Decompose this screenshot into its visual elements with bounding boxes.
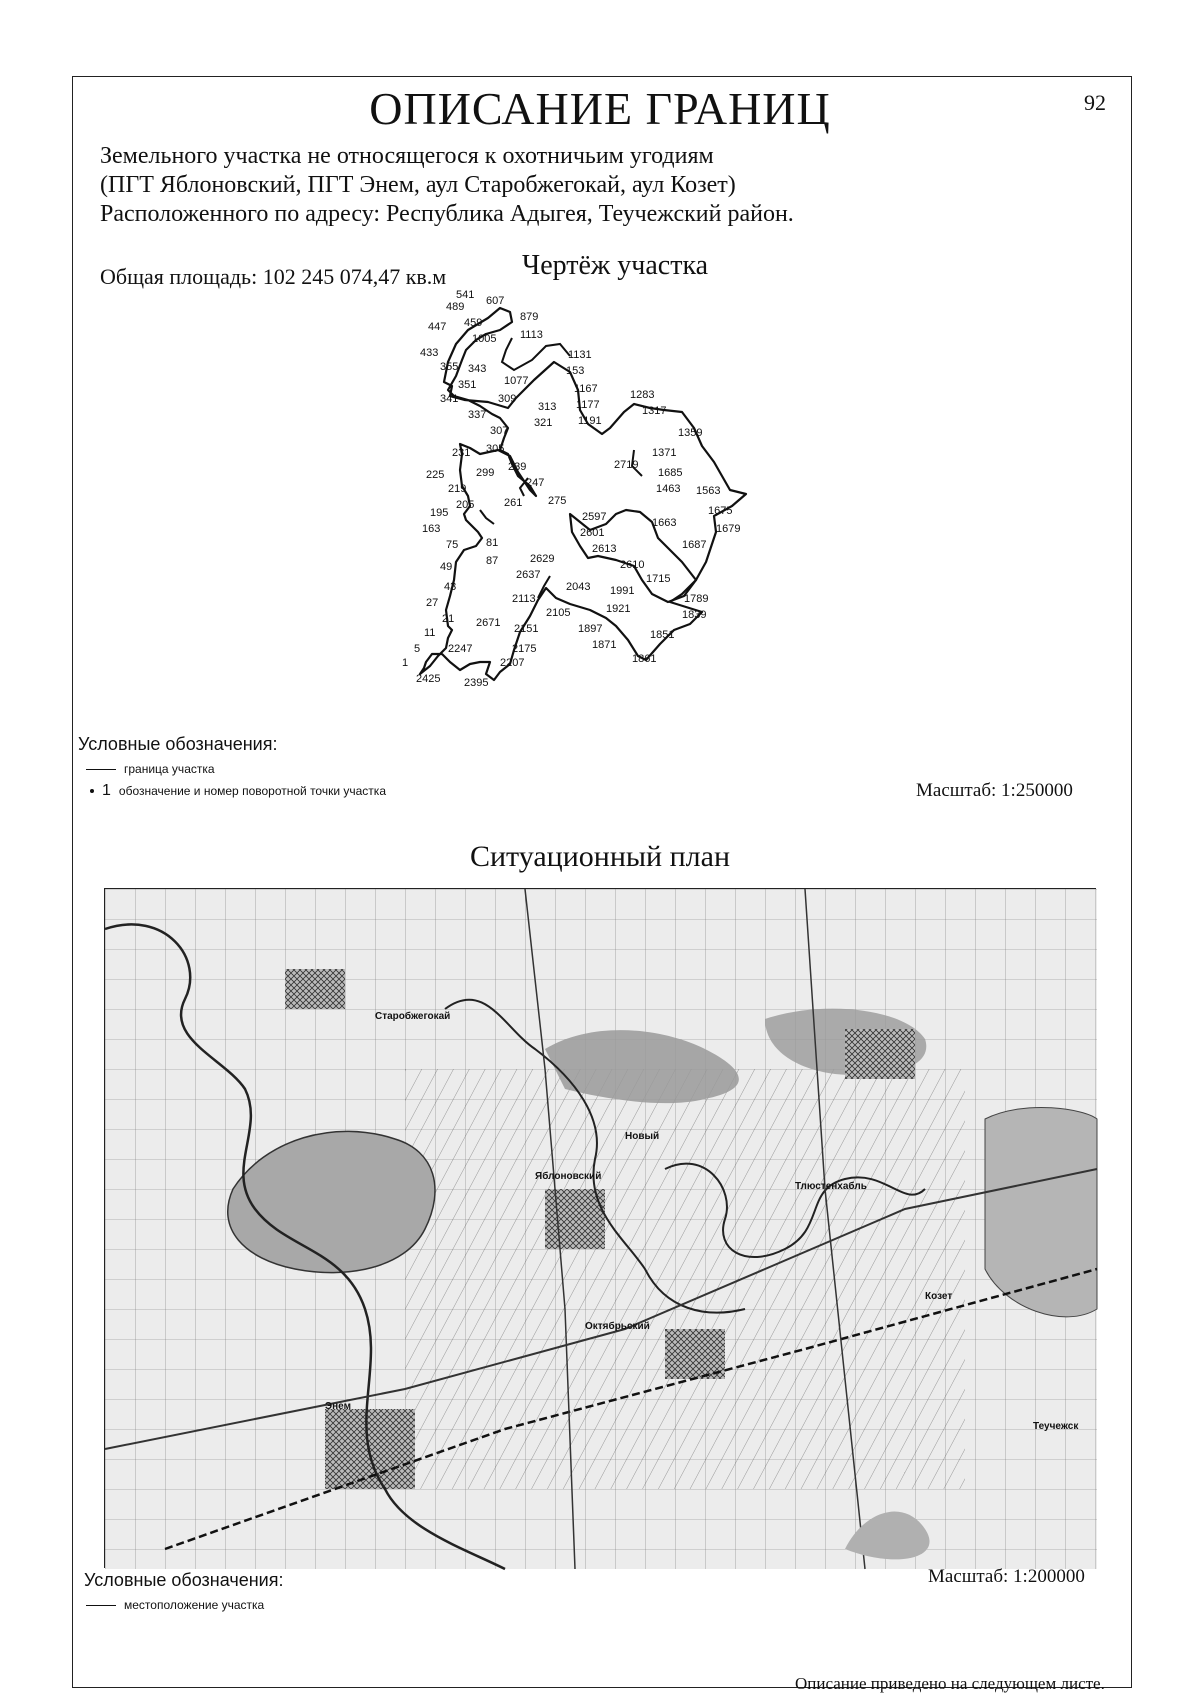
point-label: 343 — [468, 363, 487, 375]
point-label: 81 — [486, 537, 499, 549]
legend-boundary — [86, 762, 215, 776]
map-label: Октябрьский — [585, 1321, 650, 1332]
point-label: 87 — [486, 555, 499, 567]
map-label: Козет — [925, 1291, 953, 1302]
point-label: 1685 — [658, 467, 683, 479]
plan-legend-title: Условные обозначения: — [84, 1570, 284, 1590]
page-title: ОПИСАНИЕ ГРАНИЦ — [369, 83, 831, 134]
page-number: 92 — [1084, 90, 1106, 115]
point-label: 195 — [430, 507, 449, 519]
drawing-scale: Масштаб: 1:250000 — [916, 780, 1073, 801]
point-label: 11 — [424, 627, 436, 639]
plan-scale: Масштаб: 1:200000 — [928, 1566, 1085, 1587]
point-label: 21 — [442, 613, 455, 625]
footer-note: Описание приведено на следующем листе. — [795, 1674, 1105, 1693]
point-label: 27 — [426, 597, 439, 609]
point-label: 1177 — [576, 399, 600, 411]
town-block — [845, 1029, 915, 1079]
point-label: 1113 — [520, 329, 543, 341]
point-label: 75 — [446, 539, 459, 551]
total-area: Общая площадь: 102 245 074,47 кв.м — [100, 264, 447, 289]
map-label: Тлюстенхабль — [795, 1181, 867, 1192]
legend-location-label: местоположение участка — [124, 1598, 265, 1612]
point-label: 607 — [486, 295, 505, 307]
point-label: 1283 — [630, 389, 655, 401]
point-label: 459 — [464, 317, 483, 329]
point-label: 2425 — [416, 673, 441, 685]
point-label: 1005 — [472, 333, 497, 345]
drawing-legend-title: Условные обозначения: — [78, 734, 278, 754]
point-label: 2601 — [580, 527, 605, 539]
legend-boundary-label: граница участка — [124, 762, 215, 776]
point-label: 1359 — [678, 427, 703, 439]
point-label: 1871 — [592, 639, 617, 651]
point-label: 239 — [508, 461, 527, 473]
point-label: 1789 — [684, 593, 709, 605]
point-label: 2247 — [448, 643, 473, 655]
plan-title: Ситуационный план — [469, 840, 731, 873]
boundary-line-swatch — [86, 769, 116, 770]
situational-map — [104, 888, 1096, 1568]
point-label: 489 — [446, 301, 465, 313]
point-label: 5 — [414, 643, 421, 655]
town-block — [285, 969, 345, 1009]
point-label: 1563 — [696, 485, 721, 497]
point-label: 341 — [440, 393, 459, 405]
point-label: 305 — [486, 443, 505, 455]
point-label: 433 — [420, 347, 439, 359]
subtitle-line-3: Расположенного по адресу: Республика Адыгея, Теучежский район. — [100, 201, 794, 227]
point-label: 1687 — [682, 539, 707, 551]
legend-point-number: 1 — [102, 782, 111, 799]
point-label: 1991 — [610, 585, 635, 597]
point-label: 1839 — [682, 609, 707, 621]
point-label: 2629 — [530, 553, 555, 565]
point-label: 351 — [458, 379, 477, 391]
point-label: 1663 — [652, 517, 677, 529]
point-label: 1679 — [716, 523, 741, 535]
parcel-drawing — [402, 289, 840, 760]
point-label: 1371 — [652, 447, 677, 459]
point-label: 1851 — [650, 629, 675, 641]
point-label: 231 — [452, 447, 471, 459]
point-label: 2113 — [512, 593, 536, 605]
point-label: 879 — [520, 311, 539, 323]
point-label: 1191 — [578, 415, 602, 427]
point-label: 307 — [490, 425, 509, 437]
point-label: 1 — [402, 657, 409, 669]
point-label: 2613 — [592, 543, 617, 555]
subtitle-line-2: (ПГТ Яблоновский, ПГТ Энем, аул Старобжегокай, аул Козет) — [100, 172, 736, 198]
point-label: 1715 — [646, 573, 671, 585]
point-label: 1131 — [568, 349, 592, 361]
point-label: 49 — [440, 561, 453, 573]
point-label: 275 — [548, 495, 567, 507]
point-label: 309 — [498, 393, 517, 405]
point-label: 321 — [534, 417, 553, 429]
drawing-title: Чертёж участка — [522, 250, 709, 281]
point-label: 1317 — [642, 405, 667, 417]
point-label: 2175 — [512, 643, 537, 655]
point-label: 313 — [538, 401, 557, 413]
point-label: 355 — [440, 361, 459, 373]
map-graphic — [105, 889, 1097, 1569]
point-label: 2043 — [566, 581, 591, 593]
legend-point — [86, 782, 386, 800]
point-label: 1463 — [656, 483, 681, 495]
point-label: 261 — [504, 497, 523, 509]
point-label: 2151 — [514, 623, 539, 635]
farm-fields — [405, 1069, 965, 1489]
point-label: 163 — [422, 523, 441, 535]
location-line-swatch — [86, 1605, 116, 1606]
point-label: 247 — [526, 477, 545, 489]
subtitle-line-1: Земельного участка не относящегося к охотничьим угодиям — [100, 143, 714, 169]
point-label: 219 — [448, 483, 467, 495]
map-label: Яблоновский — [535, 1171, 602, 1182]
point-label: 43 — [444, 581, 457, 593]
point-dot-swatch — [90, 789, 94, 793]
map-label: Энем — [325, 1401, 351, 1412]
point-label: 1167 — [574, 383, 598, 395]
point-label: 1921 — [606, 603, 631, 615]
point-label: 2105 — [546, 607, 571, 619]
point-label: 1897 — [578, 623, 603, 635]
map-label: Теучежск — [1033, 1421, 1079, 1432]
point-label: 2395 — [464, 677, 489, 689]
point-label: 2610 — [620, 559, 645, 571]
point-label: 2719 — [614, 459, 639, 471]
point-label: 1675 — [708, 505, 733, 517]
point-label: 299 — [476, 467, 495, 479]
point-label: 153 — [566, 365, 585, 377]
point-label: 225 — [426, 469, 445, 481]
point-label: 1077 — [504, 375, 529, 387]
point-label: 2671 — [476, 617, 501, 629]
map-label: Старобжегокай — [375, 1011, 451, 1022]
point-label: 205 — [456, 499, 475, 511]
legend-point-label: обозначение и номер поворотной точки участка — [118, 784, 386, 798]
point-label: 2637 — [516, 569, 541, 581]
parcel-description — [100, 142, 794, 229]
point-label: 2207 — [500, 657, 525, 669]
point-label: 337 — [468, 409, 487, 421]
point-label: 1861 — [632, 653, 657, 665]
point-label: 541 — [456, 289, 475, 301]
town-block — [545, 1189, 605, 1249]
point-label: 2597 — [582, 511, 607, 523]
point-label: 447 — [428, 321, 447, 333]
map-label: Новый — [625, 1131, 660, 1142]
legend-location — [86, 1598, 264, 1612]
